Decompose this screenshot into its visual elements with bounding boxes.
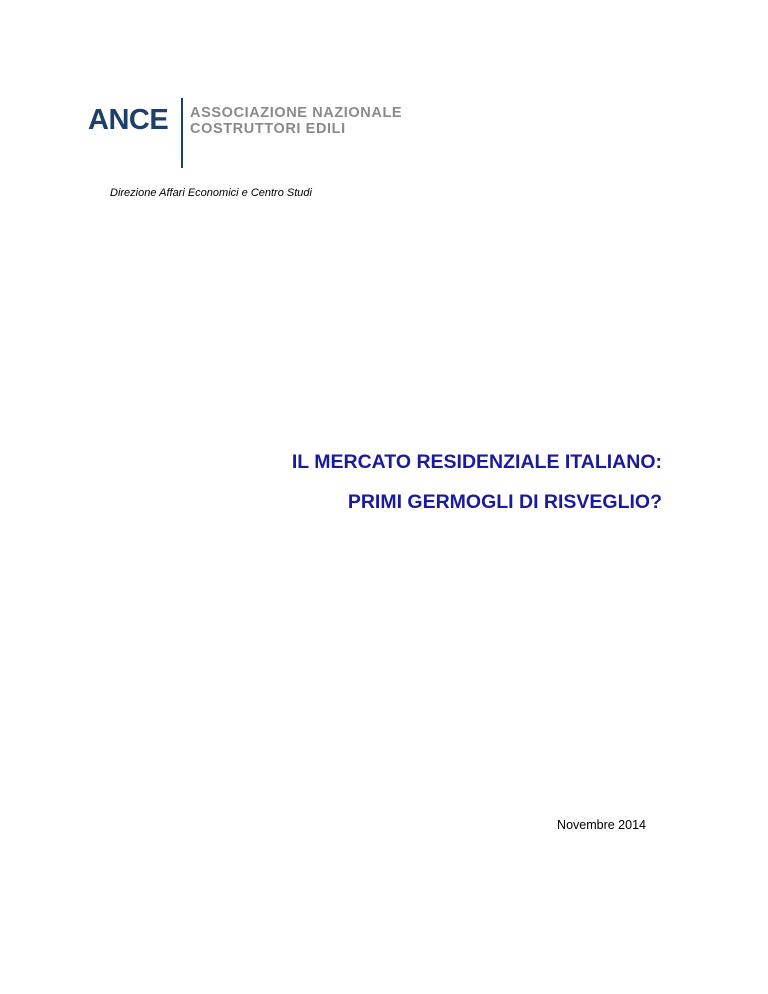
logo-mark: ANCE — [88, 104, 169, 136]
logo-line-1: ASSOCIAZIONE NAZIONALE — [190, 105, 403, 121]
logo-line-2: COSTRUTTORI EDILI — [190, 121, 346, 137]
ance-logo — [88, 98, 403, 168]
document-title-line-1: IL MERCATO RESIDENZIALE ITALIANO: — [291, 451, 662, 473]
document-title-line-2: PRIMI GERMOGLI DI RISVEGLIO? — [347, 491, 662, 513]
publication-date: Novembre 2014 — [557, 818, 646, 832]
department-label: Direzione Affari Economici e Centro Studi — [110, 187, 312, 199]
logo-divider — [181, 98, 183, 168]
